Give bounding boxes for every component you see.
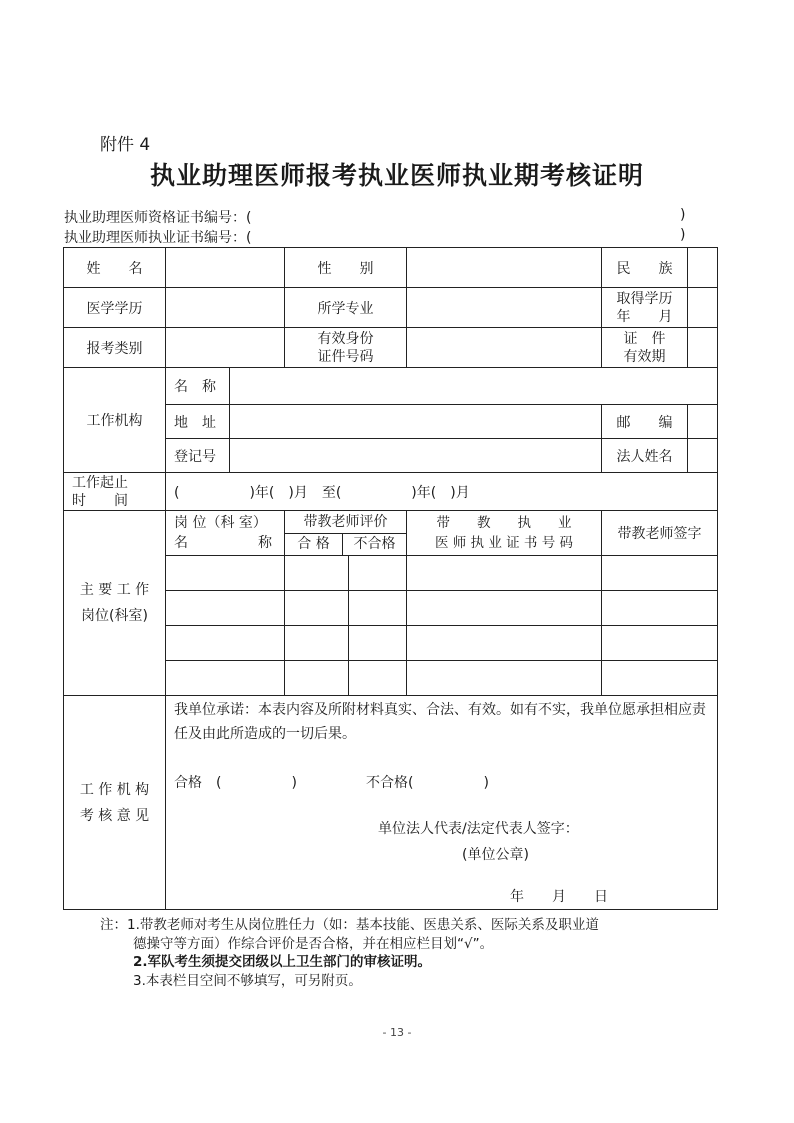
teacher-sign-header: 带教老师签字 (602, 511, 718, 556)
reg-no-label: 登记号 (166, 439, 230, 473)
education-field[interactable] (166, 288, 285, 328)
pass-cell[interactable] (285, 591, 349, 626)
row-posts-header (64, 511, 718, 556)
sign-cell[interactable] (602, 626, 718, 661)
row-personal-1 (64, 248, 718, 288)
post-name-cell[interactable] (166, 556, 285, 591)
note-1-line-2: 德操守等方面）作综合评价是否合格，并在相应栏目划“√”。 (133, 935, 494, 952)
id-number-label (285, 328, 407, 368)
pass-cell[interactable] (285, 626, 349, 661)
license-cell[interactable] (407, 626, 602, 661)
work-period-line-2: 时 间 (72, 492, 128, 509)
degree-date-label (602, 288, 688, 328)
result-pass[interactable]: 合格 ( ) (174, 775, 297, 791)
work-period-line-1: 工作起止 (72, 474, 128, 491)
education-label: 医学学历 (64, 288, 166, 328)
notes (100, 916, 599, 990)
license-cell[interactable] (407, 591, 602, 626)
degree-date-line-1: 取得学历 (616, 290, 673, 307)
sign-cell[interactable] (602, 591, 718, 626)
degree-date-line-2: 年 月 (616, 308, 673, 325)
opinion-label-line-1: 工 作 机 构 (79, 781, 150, 798)
license-cell[interactable] (407, 556, 602, 591)
major-field[interactable] (407, 288, 602, 328)
note-2: 2.军队考生须提交团级以上卫生部门的审核证明。 (133, 954, 432, 970)
practice-cert-close: ) (680, 227, 686, 243)
posts-label-line-2: 岗位(科室) (81, 608, 148, 624)
note-3: 3.本表栏目空间不够填写，可另附页。 (133, 972, 362, 989)
assessment-form (63, 247, 718, 910)
opinion-content (166, 696, 718, 910)
work-period-label (64, 473, 166, 511)
postcode-field[interactable] (688, 405, 718, 439)
pass-cell[interactable] (285, 556, 349, 591)
qualification-cert-line (64, 207, 251, 227)
row-personal-3 (64, 328, 718, 368)
teacher-eval-subheaders (285, 534, 406, 555)
post-name-cell[interactable] (166, 626, 285, 661)
row-opinion (64, 696, 718, 910)
opinion-label (64, 696, 166, 910)
legal-name-field[interactable] (688, 439, 718, 473)
practice-cert-line (64, 227, 251, 247)
exam-category-label: 报考类别 (64, 328, 166, 368)
gender-label: 性 别 (285, 248, 407, 288)
commitment-text: 我单位承诺：本表内容及所附材料真实、合法、有效。如有不实，我单位愿承担相应责任及由此所造成的一切后果。 (174, 702, 706, 742)
teacher-license-header (407, 511, 602, 556)
id-number-field[interactable] (407, 328, 602, 368)
id-number-line-2: 证件号码 (317, 348, 374, 365)
name-label: 姓 名 (64, 248, 166, 288)
pass-header: 合 格 (285, 534, 343, 555)
major-label: 所学专业 (285, 288, 407, 328)
post-name-line-2: 名 称 (174, 535, 272, 551)
page-number: - 13 - (382, 1026, 412, 1039)
id-valid-label (602, 328, 688, 368)
license-cell[interactable] (407, 661, 602, 696)
annex-label: 附件 4 (100, 135, 151, 155)
row-work-period (64, 473, 718, 511)
exam-category-field[interactable] (166, 328, 285, 368)
practice-cert-label: 执业助理医师执业证书编号：( (64, 230, 252, 246)
fail-cell[interactable] (349, 626, 407, 661)
result-fail[interactable]: 不合格( ) (366, 775, 489, 791)
teacher-license-line-1: 带 教 执 业 (436, 515, 572, 531)
sign-cell[interactable] (602, 556, 718, 591)
row-personal-2 (64, 288, 718, 328)
post-name-cell[interactable] (166, 591, 285, 626)
gender-field[interactable] (407, 248, 602, 288)
org-label: 工作机构 (64, 368, 166, 473)
qualification-cert-label: 执业助理医师资格证书编号：( (64, 210, 252, 226)
name-field[interactable] (166, 248, 285, 288)
fail-cell[interactable] (349, 556, 407, 591)
org-name-field[interactable] (230, 368, 718, 405)
org-name-label: 名 称 (166, 368, 230, 405)
document-title: 执业助理医师报考执业医师执业期考核证明 (149, 161, 644, 190)
fail-cell[interactable] (349, 591, 407, 626)
org-address-field[interactable] (230, 405, 602, 439)
sign-cell[interactable] (602, 661, 718, 696)
opinion-label-line-2: 考 核 意 见 (79, 807, 150, 824)
posts-label (64, 511, 166, 696)
qualification-cert-close: ) (680, 207, 686, 223)
note-1-line-1: 注：1.带教老师对考生从岗位胜任力（如：基本技能、医患关系、医际关系及职业道 (100, 917, 599, 933)
seal-label: (单位公章) (462, 847, 529, 863)
post-name-cell[interactable] (166, 661, 285, 696)
id-valid-line-2: 有效期 (623, 348, 666, 365)
teacher-eval-header (285, 511, 407, 556)
row-org-name (64, 368, 718, 405)
work-period-field[interactable]: ( )年( )月 至( )年( )月 (166, 473, 718, 511)
post-name-header (166, 511, 285, 556)
id-valid-field[interactable] (688, 328, 718, 368)
org-address-label: 地 址 (166, 405, 230, 439)
fail-header: 不合格 (353, 536, 396, 552)
degree-date-field[interactable] (688, 288, 718, 328)
teacher-license-line-2: 医 师 执 业 证 书 号 码 (434, 535, 574, 551)
ethnicity-field[interactable] (688, 248, 718, 288)
legal-sign-label: 单位法人代表/法定代表人签字： (378, 821, 579, 837)
ethnicity-label: 民 族 (602, 248, 688, 288)
fail-cell[interactable] (349, 661, 407, 696)
id-number-line-1: 有效身份 (317, 330, 374, 347)
legal-name-label: 法人姓名 (602, 439, 688, 473)
post-name-line-1: 岗 位（科 室） (174, 515, 267, 531)
reg-no-field[interactable] (230, 439, 602, 473)
postcode-label: 邮 编 (602, 405, 688, 439)
id-valid-line-1: 证 件 (623, 330, 666, 347)
date-label: 年 月 日 (510, 889, 608, 905)
teacher-eval-title: 带教老师评价 (285, 511, 406, 534)
posts-label-line-1: 主 要 工 作 (79, 582, 150, 598)
pass-cell[interactable] (285, 661, 349, 696)
